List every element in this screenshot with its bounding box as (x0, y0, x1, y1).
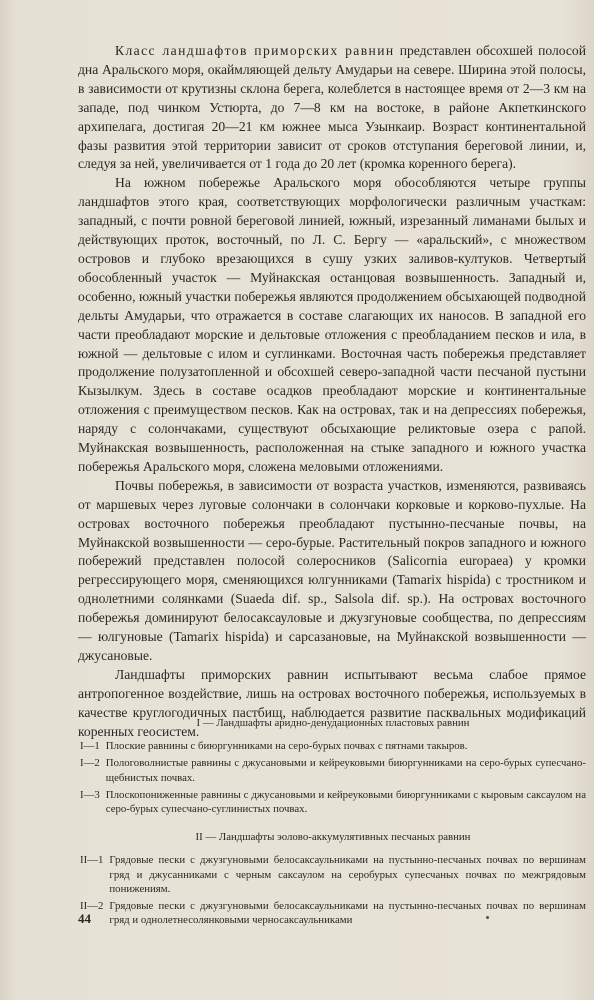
paragraph-1 (78, 42, 586, 174)
legend-item-code: II—1 (80, 854, 104, 867)
legend-group-1 (80, 716, 586, 816)
paragraph-2 (78, 174, 586, 477)
legend-item (80, 853, 586, 896)
main-text-column (78, 42, 586, 742)
legend-item-text: Грядовые пески с джузгуновыми белосаксаульниками на пустынно-песчаных почвах по вершинам гряд и джусанниками с черным саксаулом на серобурых супесчаных почвах по межгрядовым понижениям. (109, 854, 586, 895)
paragraph-2-text: На южном побережье Аральского моря обособляются четыре группы ландшафтов этого края, соответствующих морфологически различным участкам: западный, с почти ровной береговой линией, южный, изрезанный лиманами былых и действующих проток, восточный, по Л. С. Бергу — «аральский», с множеством островов и глубоко врезающихся в сушу узких заливов-култуков. Четвертый обособленный участок — Муйнакская останцовая возвышенность. Западный и, особенно, южный участки побережья являются продолжением обсыхающей подводной дельты Амударьи, что отражается в составе слагающих их наносов. В западной его части преобладают морские и дельтовые отложения с преобладанием песков и ила, в южной — дельтовые с илом и суглинками. Восточная часть побережья представляет продолжение полузатопленной и обсохшей северо-западной части песчаной пустыни Кызылкум. Здесь в составе осадков преобладают морские и континентальные отложения с преимуществом песков. Как на островах, так и на депрессиях побережья, наряду с солончаками, существуют обсыхающие реликтовые озера с рапой. Муйнакская возвышенность, расположенная на стыке западного и южного участка побережья Аральского моря, сложена меловыми отложениями. (78, 175, 586, 474)
legend-item-text: Грядовые пески с джузгуновыми белосаксаульниками на пустынно-песчаных почвах по вершинам гряд и однолетнесолянковыми черносаксаульниками (109, 900, 586, 927)
legend-group-2 (80, 830, 586, 927)
legend-item-code: I—3 (80, 788, 100, 801)
paragraph-1-lead: Класс ландшафтов приморских равнин (115, 43, 395, 58)
legend-item-code: II—2 (80, 900, 104, 913)
legend-item-text: Пологоволнистые равнины с джусановыми и кейреуковыми биюргунниками на серо-бурых супесчано-щебнистых почвах. (105, 757, 586, 784)
legend-item-code: I—2 (80, 757, 100, 770)
legend-group-2-heading: II — Ландшафты эоловo-аккумулятивных песчаных равнин (195, 831, 471, 844)
legend-item (80, 756, 586, 784)
print-speck (486, 916, 489, 919)
legend-group-spacer (80, 819, 586, 830)
paragraph-3 (78, 477, 586, 666)
legend-item-text: Плоскопониженные равнины с джусановыми и кейреуковыми биюргунниками с кыровым саксаулом на серо-бурых супесчано-суглинистых почвах. (105, 788, 586, 816)
paragraph-1-text: представлен обсохшей полосой дна Аральского моря, окаймляющей дельту Амударьи на севере. Ширина этой полосы, в зависимости от крутизны склона берега, колеблется в настоящее время от 2—3 км на западе, под чинком Устюрта, до 7—8 км на востоке, в районе Акпеткинского архипелага, достигая 20—21 км южнее мыса Узынкаир. Возраст континентальной фазы развития этой территории зависит от сроков отступания береговой линии, и, следуя за ней, увеличивается от 1 года до 20 лет (кромка коренного берега). (78, 43, 586, 172)
legend-item-code: I—1 (80, 740, 100, 753)
legend-item-text: Плоские равнины с биюргунниками на серо-бурых почвах с пятнами такыров. (105, 740, 468, 753)
paragraph-4-text: Ландшафты приморских равнин испытывают весьма слабое прямое антропогенное воздействие, лишь на островах восточного побережья, используемых в качестве круглогодичных пастбищ, наблюдается развитие пасквальных модификаций коренных геосистем. (78, 666, 586, 739)
paragraph-3-text: Почвы побережья, в зависимости от возраста участков, изменяются, развиваясь от маршевых через луговые солончаки в солончаки корковые и корково-пухлые. На островах восточного побережья преобладают пустынно-песчаные почвы, на Муйнакской возвышенности — серо-бурые. Растительный покров западного и южного побережий представлен полосой солеросников (Salicornia europaea) у кромки регрессирующего моря, сменяющихся юлгунниками (Tamarix hispida) с тростником и однолетними солянками (Suaeda dif. sp., Salsola dif. sp.). На островах восточного побережья доминируют белосаксауловые и джузгуновые сообщества, по депрессиям — юлгуновые (Tamarix hispida) и сарсазановые, на Муйнакской возвышенности — джусановые. (78, 477, 586, 663)
legend-item (80, 788, 586, 816)
page-number: 44 (78, 911, 91, 926)
legend-item (80, 739, 586, 753)
map-legend (80, 716, 586, 930)
legend-group-1-heading: I — Ландшафты аридно-денудационных пластовых равнин (196, 717, 470, 729)
legend-item (80, 899, 586, 927)
